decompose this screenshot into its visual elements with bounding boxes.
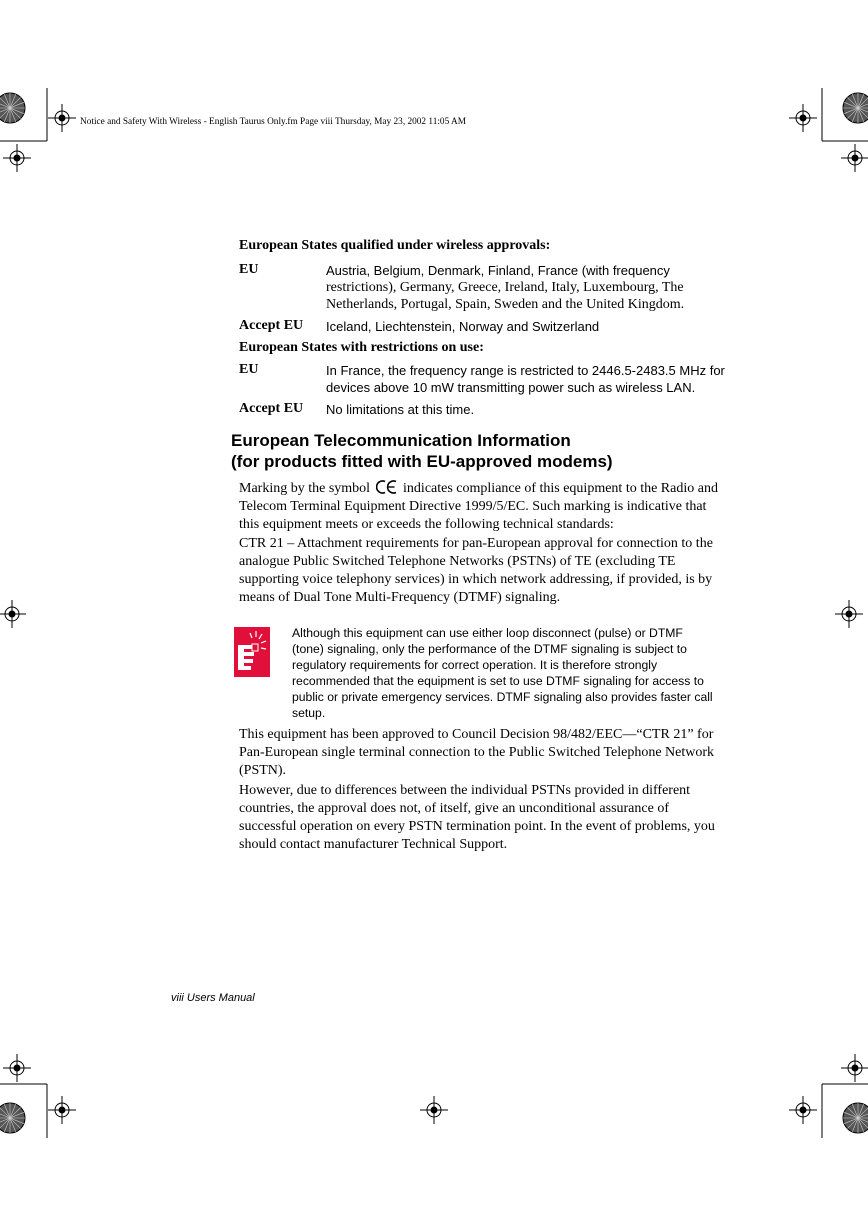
p1-after-symbol: indicates compliance of this equipment to the Radio and [403, 481, 718, 496]
p1-before-symbol: Marking by the symbol [239, 481, 371, 496]
p4-line4: should contact manufacturer Technical Support. [239, 837, 508, 852]
ctr21-paragraph [239, 535, 739, 607]
ce-marking-paragraph [239, 479, 739, 534]
restrictions-accept-text: No limitations at this time. [326, 402, 475, 417]
p2-line2: analogue Public Switched Telephone Networks (PSTNs) of TE (excluding TE [239, 554, 676, 569]
p3-line2: Pan-European single terminal connection to the Public Switched Telephone Network [239, 745, 715, 760]
approvals-heading: European States qualified under wireless approvals: [239, 238, 551, 253]
restrictions-accept-label: Accept EU [239, 401, 304, 416]
note-line4: recommended that the equipment is set to use DTMF signaling for access to [292, 674, 704, 688]
approvals-accept-label: Accept EU [239, 318, 304, 333]
p3-line3: (PSTN). [239, 763, 287, 778]
p4-line3: successful operation on every PSTN termination point. In the event of problems, you [239, 819, 715, 834]
note-line2: (tone) signaling, only the performance of the DTMF signaling is subject to [292, 642, 687, 656]
note-line5: public or private emergency services. DTMF signaling also provides faster call [292, 690, 713, 704]
p1-line2: Telecom Terminal Equipment Directive 1999/5/EC. Such marking is indicative that [239, 499, 707, 514]
pstn-differences-paragraph [239, 782, 739, 854]
telecom-section-title [231, 430, 613, 472]
telecom-title-line1: European Telecommunication Information [231, 431, 571, 450]
ce-mark-icon [376, 479, 398, 495]
telecom-title-line2: (for products fitted with EU-approved modems) [231, 452, 613, 471]
file-info-header: Notice and Safety With Wireless - English Taurus Only.fm Page viii Thursday, May 23, 2002 11:05 AM [80, 117, 467, 127]
p2-line3: supporting voice telephony services) in which network addressing, if provided, is by [239, 572, 713, 587]
page-footer: viii Users Manual [171, 992, 255, 1004]
p2-line4: means of Dual Tone Multi-Frequency (DTMF) signaling. [239, 590, 561, 605]
approvals-eu-line2: restrictions), Germany, Greece, Ireland, Italy, Luxembourg, The [326, 280, 684, 295]
restrictions-eu-line2: devices above 10 mW transmitting power such as wireless LAN. [326, 380, 696, 395]
note-line1: Although this equipment can use either loop disconnect (pulse) or DTMF [292, 626, 683, 640]
approvals-eu-line1: Austria, Belgium, Denmark, Finland, France (with frequency [326, 263, 670, 278]
p4-line2: countries, the approval does not, of itself, give an unconditional assurance of [239, 801, 669, 816]
dtmf-warning-note [292, 625, 739, 721]
approvals-eu-label: EU [239, 262, 259, 277]
p2-line1: CTR 21 – Attachment requirements for pan-European approval for connection to the [239, 536, 713, 551]
approvals-eu-line3: Netherlands, Portugal, Spain, Sweden and the United Kingdom. [326, 297, 685, 312]
warning-hand-icon [234, 627, 270, 677]
approvals-eu-text [326, 262, 736, 313]
restrictions-eu-line1: In France, the frequency range is restricted to 2446.5-2483.5 MHz for [326, 363, 725, 378]
restrictions-heading: European States with restrictions on use: [239, 340, 484, 355]
p3-line1: This equipment has been approved to Council Decision 98/482/EEC—“CTR 21” for [239, 727, 714, 742]
p1-line3: this equipment meets or exceeds the following technical standards: [239, 517, 614, 532]
p4-line1: However, due to differences between the individual PSTNs provided in different [239, 783, 691, 798]
approvals-accept-text: Iceland, Liechtenstein, Norway and Switzerland [326, 319, 600, 334]
council-decision-paragraph [239, 726, 739, 780]
restrictions-eu-label: EU [239, 362, 259, 377]
note-line3: regulatory requirements for correct operation. It is therefore strongly [292, 658, 658, 672]
note-line6: setup. [292, 706, 326, 720]
restrictions-eu-text [326, 362, 736, 396]
